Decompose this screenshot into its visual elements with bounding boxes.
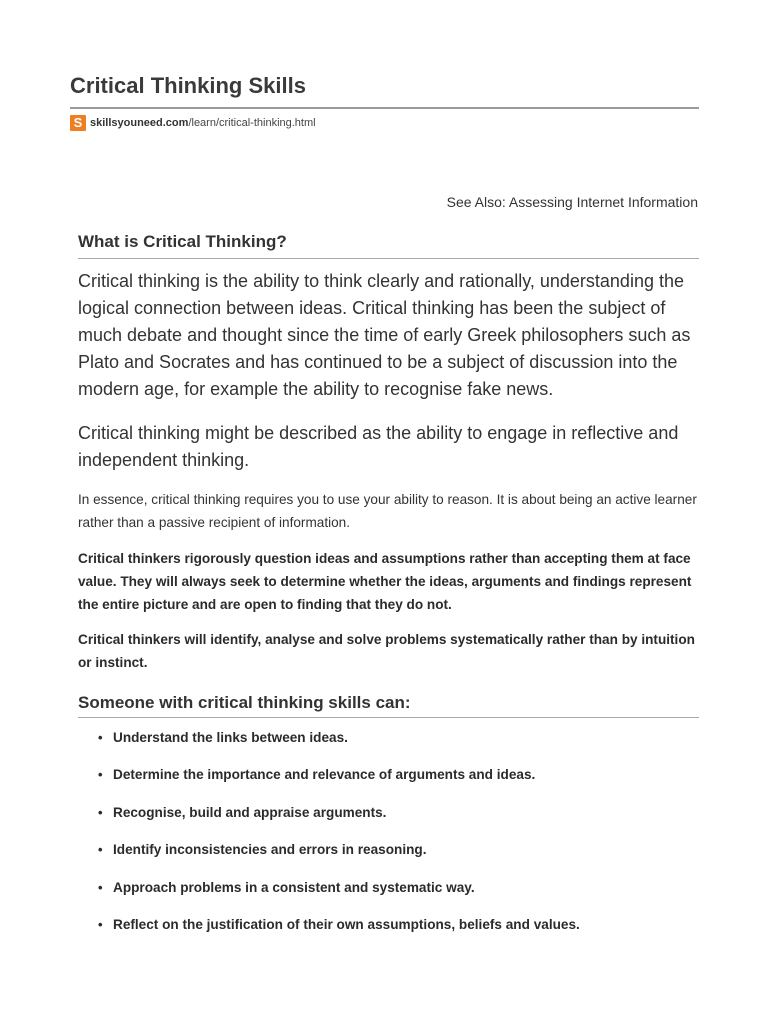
list-item-text: Understand the links between ideas. <box>113 730 348 745</box>
list-item-text: Recognise, build and appraise arguments. <box>113 804 387 820</box>
critical-thinkers-question-paragraph: Critical thinkers rigorously question ideas and assumptions rather than accepting them at face value. They will always seek to determine whether the ideas, arguments and findings represent the entire picture and are open to finding that they do not. <box>78 551 692 612</box>
list-item-text: Identify inconsistencies and errors in reasoning. <box>113 842 427 858</box>
section-heading-skills: Someone with critical thinking skills can: <box>78 693 411 712</box>
skills-list <box>98 728 698 952</box>
list-item <box>98 728 698 765</box>
source-link[interactable] <box>70 114 316 132</box>
list-item-text: Reflect on the justification of their own assumptions, beliefs and values. <box>113 916 580 932</box>
title-divider <box>70 107 699 109</box>
skillsyouneed-logo-icon: S <box>70 115 86 131</box>
intro-paragraph: Critical thinking is the ability to think clearly and rationally, understanding the logical connection between ideas. Critical thinking has been the subject of much debate and thought since the time of early Greek philosophers such as Plato and Socrates and has continued to be a subject of discussion into the modern age, for example the ability to recognise fake news. <box>78 271 691 399</box>
list-item <box>98 803 698 840</box>
section-heading-what-is: What is Critical Thinking? <box>78 232 287 251</box>
reflective-paragraph: Critical thinking might be described as the ability to engage in reflective and independent thinking. <box>78 423 679 470</box>
list-item <box>98 915 698 952</box>
source-path: /learn/critical-thinking.html <box>188 117 316 129</box>
section-divider <box>78 717 699 718</box>
list-item-text: Determine the importance and relevance of arguments and ideas. <box>113 767 536 783</box>
bullet-icon: • <box>98 804 103 820</box>
bullet-icon: • <box>98 916 103 932</box>
list-item-text: Approach problems in a consistent and systematic way. <box>113 879 475 895</box>
essence-paragraph: In essence, critical thinking requires you to use your ability to reason. It is about being an active learner rather than a passive recipient of information. <box>78 492 697 530</box>
bullet-icon: • <box>98 767 103 783</box>
section-divider <box>78 258 699 259</box>
page-title: Critical Thinking Skills <box>70 73 306 98</box>
bullet-icon: • <box>98 730 103 745</box>
list-item <box>98 765 698 802</box>
critical-thinkers-solve-paragraph: Critical thinkers will identify, analyse and solve problems systematically rather than by intuition or instinct. <box>78 632 695 670</box>
bullet-icon: • <box>98 879 103 895</box>
see-also-link[interactable]: See Also: Assessing Internet Information <box>446 194 698 210</box>
bullet-icon: • <box>98 842 103 858</box>
source-domain: skillsyouneed.com <box>90 117 189 129</box>
list-item <box>98 840 698 877</box>
list-item <box>98 878 698 915</box>
